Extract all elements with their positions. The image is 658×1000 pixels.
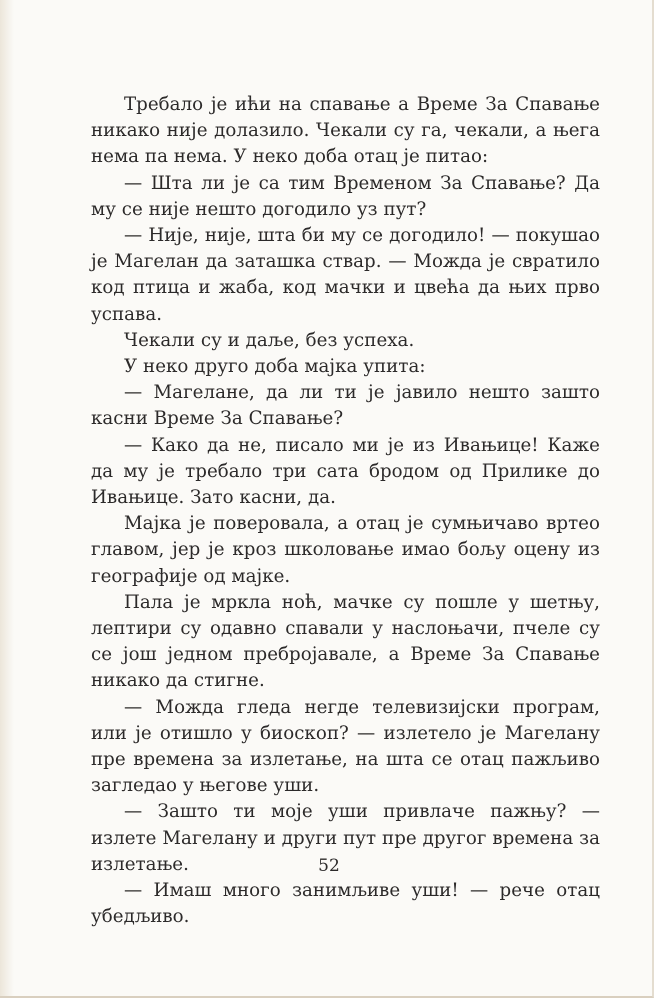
paragraph: Пала је мркла ноћ, мачке су пошле у шетњу, лептири су одавно спавали у наслоњачи, пчеле су се још једном пребројавале, а Време За Спавање никако да стигне. <box>91 591 600 692</box>
paragraph: — Шта ли је са тим Временом За Спавање? Да му се није нешто догодило уз пут? <box>91 172 600 220</box>
paragraph: — Није, није, шта би му се догодило! — покушао је Магелан да заташка ствар. — Можда је свратило код птица и жаба, код мачки и цвећа да њих прво успава. <box>91 225 600 325</box>
page-text <box>91 92 600 931</box>
paragraph: — Магелане, да ли ти је јавило нешто зашто касни Време За Спавање? <box>91 382 600 430</box>
paragraph: — Имаш много занимљиве уши! — рече отац убедљиво. <box>91 880 600 928</box>
page-number: 52 <box>318 856 340 876</box>
paragraph: — Зашто ти моје уши привлаче пажњу? — излете Магелану и други пут пре другог времена за излетање. <box>91 801 600 875</box>
page-gutter-shadow <box>0 0 14 996</box>
paragraph: — Како да не, писало ми је из Ивањице! Каже да му је требало три сата бродом од Прилике до Ивањице. Зато касни, да. <box>91 434 600 509</box>
paragraph: У неко друго доба мајка упита: <box>124 356 426 378</box>
paragraph: Чекали су и даље, без успеха. <box>124 329 415 351</box>
paragraph: Мајка је поверовала, а отац је сумњичаво вртео главом, јер је кроз школовање имао бољу оцену из географије од мајке. <box>91 513 600 587</box>
paragraph: Требало је ићи на спавање а Време За Спавање никако није долазило. Чекали су га, чекали, а њега нема па нема. У неко доба отац је питао: <box>91 94 600 168</box>
paragraph: — Можда гледа негде телевизијски програм, или је отишло у биоскоп? — излетело је Магелану пре времена за излетање, на шта се отац пажљиво загледао у његове уши. <box>91 696 600 797</box>
